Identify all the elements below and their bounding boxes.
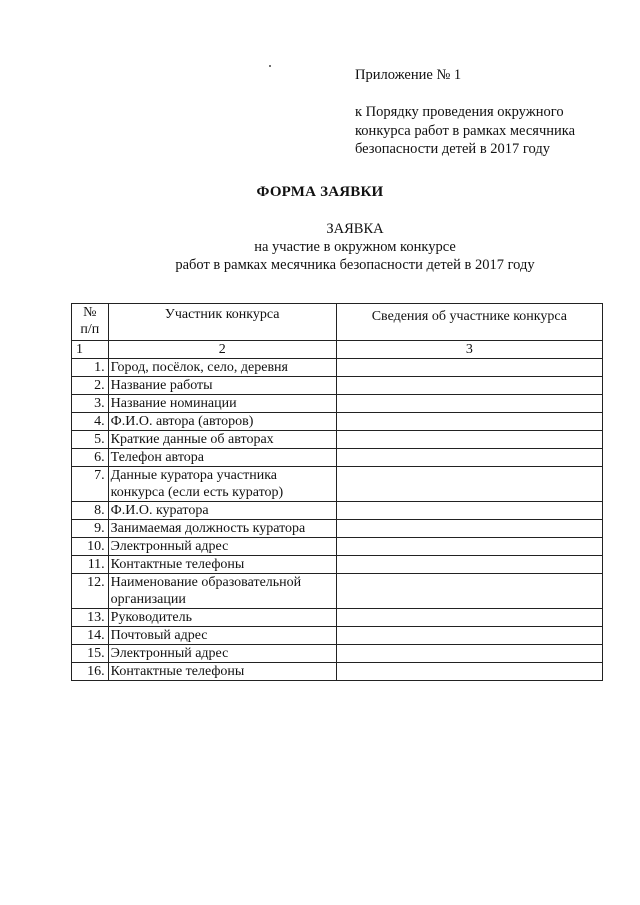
row-number: 7. — [72, 467, 109, 502]
row-label: Контактные телефоны — [108, 663, 336, 681]
row-number: 11. — [72, 556, 109, 574]
row-value-field[interactable] — [336, 449, 602, 467]
application-heading — [35, 220, 640, 274]
table-header-row — [72, 304, 603, 341]
row-label: Ф.И.О. автора (авторов) — [108, 413, 336, 431]
row-number: 3. — [72, 395, 109, 413]
row-label: Ф.И.О. куратора — [108, 502, 336, 520]
row-label: Город, посёлок, село, деревня — [108, 359, 336, 377]
table-row — [72, 574, 603, 609]
index-cell: 1 — [72, 341, 109, 359]
table-row — [72, 395, 603, 413]
row-value-field[interactable] — [336, 609, 602, 627]
table-row — [72, 359, 603, 377]
row-label: Электронный адрес — [108, 538, 336, 556]
row-value-field[interactable] — [336, 431, 602, 449]
row-number: 4. — [72, 413, 109, 431]
index-cell: 3 — [336, 341, 602, 359]
row-label: Название номинации — [108, 395, 336, 413]
appendix-line: безопасности детей в 2017 году — [355, 141, 550, 157]
row-label: Наименование образовательной организации — [108, 574, 336, 609]
table-body — [72, 359, 603, 681]
header-number — [72, 304, 109, 341]
row-value-field[interactable] — [336, 663, 602, 681]
appendix-label: Приложение № 1 — [355, 67, 462, 83]
row-label: Телефон автора — [108, 449, 336, 467]
appendix-line: конкурса работ в рамках месячника — [355, 122, 576, 139]
row-number: 8. — [72, 502, 109, 520]
table-row — [72, 431, 603, 449]
application-subtitle-line: работ в рамках месячника безопасности детей в 2017 году — [175, 257, 535, 273]
row-value-field[interactable] — [336, 359, 602, 377]
table-row — [72, 502, 603, 520]
row-value-field[interactable] — [336, 645, 602, 663]
row-value-field[interactable] — [336, 395, 602, 413]
row-number: 9. — [72, 520, 109, 538]
appendix-reference — [355, 103, 625, 159]
row-number: 5. — [72, 431, 109, 449]
table-row — [72, 538, 603, 556]
row-number: 12. — [72, 574, 109, 609]
row-number: 2. — [72, 377, 109, 395]
table-row — [72, 449, 603, 467]
table-row — [72, 609, 603, 627]
row-number: 10. — [72, 538, 109, 556]
row-value-field[interactable] — [336, 538, 602, 556]
appendix-line: к Порядку проведения окружного — [355, 104, 564, 120]
scan-speck — [269, 65, 271, 67]
header-participant: Участник конкурса — [108, 304, 336, 341]
header-number-symbol: № — [83, 305, 97, 320]
table-row — [72, 645, 603, 663]
table-row — [72, 520, 603, 538]
row-label: Название работы — [108, 377, 336, 395]
application-subtitle-line: на участие в окружном конкурсе — [254, 239, 456, 255]
application-form-table — [71, 303, 603, 681]
table-row — [72, 663, 603, 681]
application-title: ЗАЯВКА — [326, 221, 384, 237]
form-title: ФОРМА ЗАЯВКИ — [256, 184, 384, 200]
row-value-field[interactable] — [336, 377, 602, 395]
row-label: Электронный адрес — [108, 645, 336, 663]
index-cell: 2 — [108, 341, 336, 359]
table-row — [72, 627, 603, 645]
row-value-field[interactable] — [336, 502, 602, 520]
row-value-field[interactable] — [336, 413, 602, 431]
row-value-field[interactable] — [336, 574, 602, 609]
table-index-row — [72, 341, 603, 359]
row-label: Контактные телефоны — [108, 556, 336, 574]
row-value-field[interactable] — [336, 627, 602, 645]
table-row — [72, 467, 603, 502]
row-value-field[interactable] — [336, 556, 602, 574]
row-number: 15. — [72, 645, 109, 663]
row-label: Краткие данные об авторах — [108, 431, 336, 449]
header-info: Сведения об участнике конкурса — [336, 304, 602, 341]
row-number: 13. — [72, 609, 109, 627]
row-value-field[interactable] — [336, 520, 602, 538]
row-label: Данные куратора участника конкурса (если есть куратор) — [108, 467, 336, 502]
table-row — [72, 413, 603, 431]
row-number: 16. — [72, 663, 109, 681]
row-value-field[interactable] — [336, 467, 602, 502]
row-label: Занимаемая должность куратора — [108, 520, 336, 538]
table-row — [72, 556, 603, 574]
row-number: 1. — [72, 359, 109, 377]
table-row — [72, 377, 603, 395]
row-label: Руководитель — [108, 609, 336, 627]
row-label: Почтовый адрес — [108, 627, 336, 645]
row-number: 6. — [72, 449, 109, 467]
header-number-abbrev: п/п — [80, 322, 100, 337]
row-number: 14. — [72, 627, 109, 645]
